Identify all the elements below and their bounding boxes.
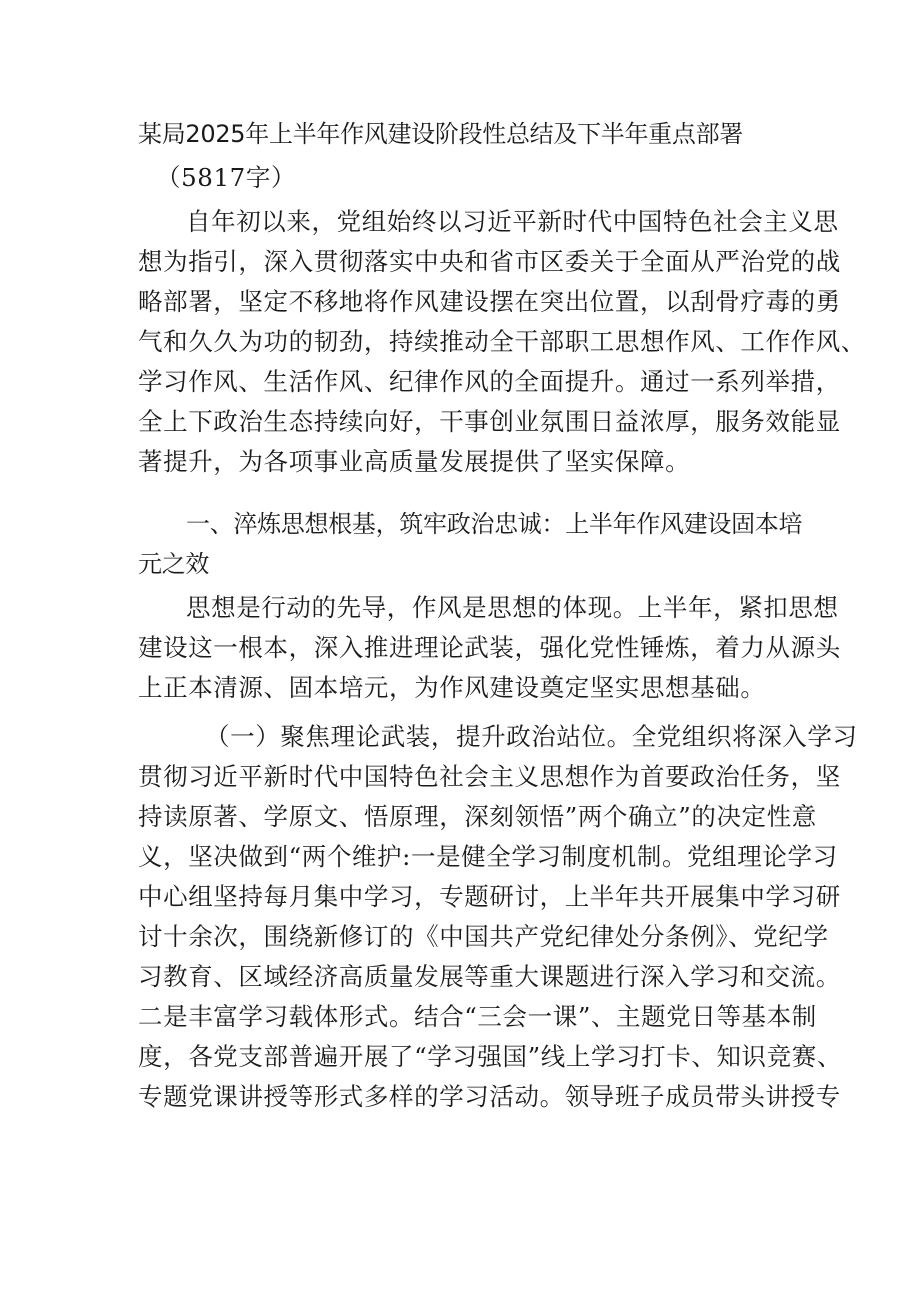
subsection-1-line: 二是丰富学习载体形式。结合“三会一课”、主题党日等基本制 (138, 1002, 817, 1031)
section-1-heading-cont: 元之效 (138, 550, 210, 578)
section-1-line: 上正本清源、固本培元，为作风建设奠定坚实思想基础。 (138, 673, 766, 702)
subsection-1-line: 讨十余次，围绕新修订的《中国共产党纪律处分条例》、党纪学 (138, 922, 829, 951)
subsection-1-line: 持读原著、学原文、悟原理，深刻领悟”两个确立”的决定性意 (138, 802, 817, 831)
intro-line: 全上下政治生态持续向好，干事创业氛围日益浓厚，服务效能显 (138, 407, 841, 436)
intro-line: 气和久久为功的韧劲，持续推动全干部职工思想作风、工作作风、 (138, 327, 866, 356)
subsection-1-line: （一）聚焦理论武装，提升政治站位。全党组织将深入学习 (205, 722, 858, 751)
subsection-1-line: 专题党课讲授等形式多样的学习活动。领导班子成员带头讲授专 (138, 1082, 841, 1111)
subsection-1-line: 度，各党支部普遍开展了“学习强国”线上学习打卡、知识竞赛、 (138, 1042, 842, 1071)
intro-line: 自年初以来，党组始终以习近平新时代中国特色社会主义思 (186, 207, 839, 236)
subsection-1-line: 中心组坚持每月集中学习，专题研讨，上半年共开展集中学习研 (138, 882, 841, 911)
subsection-1-line: 贯彻习近平新时代中国特色社会主义思想作为首要政治任务，坚 (138, 762, 841, 791)
intro-line: 想为指引，深入贯彻落实中央和省市区委关于全面从严治党的战 (138, 247, 841, 276)
word-count: （5817字） (156, 163, 297, 192)
subsection-1-line: 习教育、区域经济高质量发展等重大课题进行深入学习和交流。 (138, 962, 841, 991)
subsection-1-line: 义，坚决做到“两个维护:一是健全学习制度机制。党组理论学习 (138, 842, 838, 871)
intro-line: 略部署，坚定不移地将作风建设摆在突出位置，以刮骨疗毒的勇 (138, 287, 841, 316)
section-1-heading: 一、淬炼思想根基，筑牢政治忠诚：上半年作风建设固本培 (186, 510, 803, 538)
section-1-line: 思想是行动的先导，作风是思想的体现。上半年，紧扣思想 (186, 593, 839, 622)
intro-line: 学习作风、生活作风、纪律作风的全面提升。通过一系列举措， (138, 367, 841, 396)
document-title: 某局2025年上半年作风建设阶段性总结及下半年重点部署 (138, 120, 743, 148)
intro-line: 著提升，为各项事业高质量发展提供了坚实保障。 (138, 447, 691, 476)
section-1-line: 建设这一根本，深入推进理论武装，强化党性锤炼，着力从源头 (138, 633, 841, 662)
